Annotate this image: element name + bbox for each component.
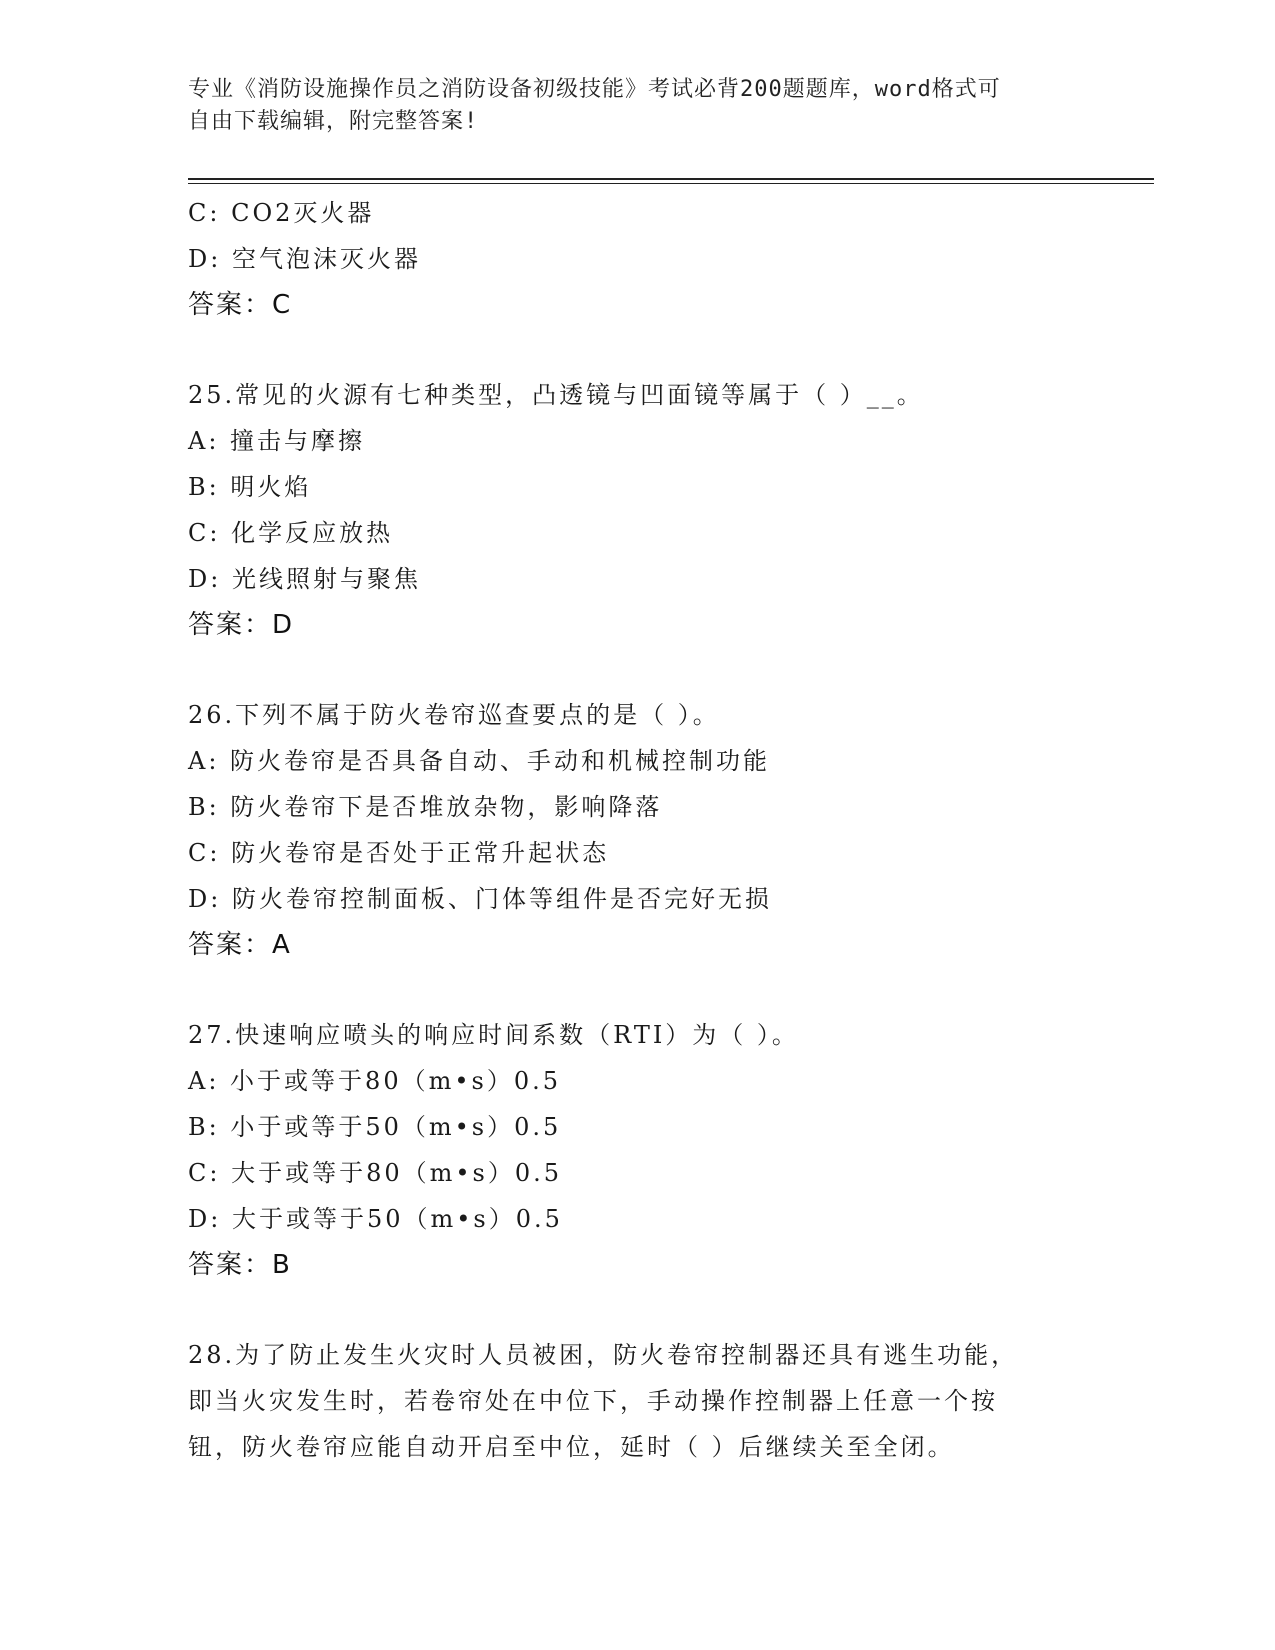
question-stem-line-1: 28.为了防止发生火灾时人员被困，防火卷帘控制器还具有逃生功能， bbox=[188, 1341, 1019, 1369]
question-24-tail bbox=[188, 190, 1108, 328]
question-list bbox=[188, 190, 1108, 1470]
header-divider-thin bbox=[188, 183, 1154, 184]
option-d: D: 大于或等于50（m•s）0.5 bbox=[188, 1205, 563, 1233]
header-divider-thick bbox=[188, 178, 1154, 180]
option-a: A: 撞击与摩擦 bbox=[188, 427, 366, 455]
option-d: D: 空气泡沫灭火器 bbox=[188, 245, 421, 273]
answer-line: 答案：C bbox=[188, 290, 293, 320]
question-28 bbox=[188, 1332, 1108, 1470]
option-b: B: 小于或等于50（m•s）0.5 bbox=[188, 1113, 562, 1141]
answer-line: 答案：D bbox=[188, 610, 295, 640]
option-c: C: 化学反应放热 bbox=[188, 519, 394, 547]
header-title-line-1: 专业《消防设施操作员之消防设备初级技能》考试必背200题题库，word格式可 bbox=[188, 77, 1001, 102]
question-stem: 25.常见的火源有七种类型，凸透镜与凹面镜等属于（ ）__。 bbox=[188, 381, 924, 409]
question-stem-line-3: 钮，防火卷帘应能自动开启至中位，延时（ ）后继续关至全闭。 bbox=[188, 1433, 955, 1461]
option-c: C: 防火卷帘是否处于正常升起状态 bbox=[188, 839, 610, 867]
option-d: D: 防火卷帘控制面板、门体等组件是否完好无损 bbox=[188, 885, 772, 913]
option-c: C: CO2灭火器 bbox=[188, 199, 375, 227]
question-25 bbox=[188, 372, 1108, 648]
document-header bbox=[188, 74, 1088, 138]
option-d: D: 光线照射与聚焦 bbox=[188, 565, 421, 593]
question-27 bbox=[188, 1012, 1108, 1288]
header-title-line-2: 自由下载编辑，附完整答案! bbox=[188, 109, 479, 134]
option-a: A: 小于或等于80（m•s）0.5 bbox=[188, 1067, 561, 1095]
question-stem: 27.快速响应喷头的响应时间系数（RTI）为（ ）。 bbox=[188, 1021, 799, 1049]
answer-line: 答案：A bbox=[188, 930, 292, 960]
answer-line: 答案：B bbox=[188, 1250, 292, 1280]
question-stem: 26.下列不属于防火卷帘巡查要点的是（ ）。 bbox=[188, 701, 720, 729]
question-stem-line-2: 即当火灾发生时，若卷帘处在中位下，手动操作控制器上任意一个按 bbox=[188, 1387, 998, 1415]
option-a: A: 防火卷帘是否具备自动、手动和机械控制功能 bbox=[188, 747, 771, 775]
option-b: B: 防火卷帘下是否堆放杂物，影响降落 bbox=[188, 793, 663, 821]
option-b: B: 明火焰 bbox=[188, 473, 312, 501]
option-c: C: 大于或等于80（m•s）0.5 bbox=[188, 1159, 563, 1187]
question-26 bbox=[188, 692, 1108, 968]
